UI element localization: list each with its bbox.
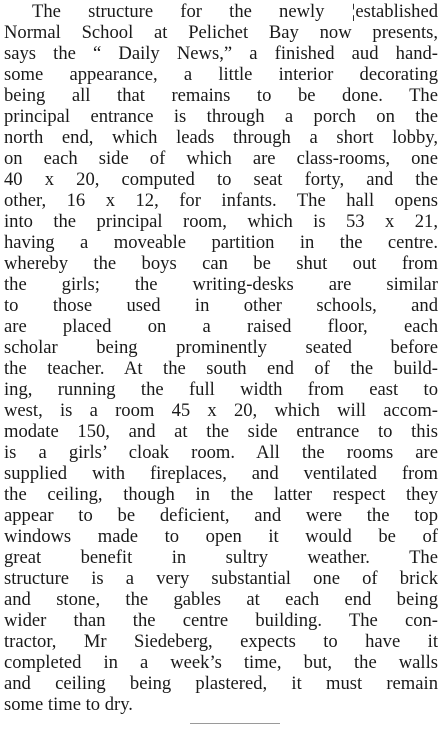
article-line: being all that remains to be done. The	[4, 85, 438, 106]
article-line: wider than the centre building. The con-	[4, 610, 438, 631]
article-line: having a moveable partition in the centre.	[4, 232, 438, 253]
article-line: principal entrance is through a porch on the	[4, 106, 438, 127]
article-line: 40 x 20, computed to seat forty, and the	[4, 169, 438, 190]
article-line: Normal School at Pelichet Bay now presents,	[4, 22, 438, 43]
section-divider	[190, 723, 280, 724]
article-line: scholar being prominently seated before	[4, 337, 438, 358]
article-line: ing, running the full width from east to	[4, 379, 438, 400]
article-line: west, is a room 45 x 20, which will accom-	[4, 400, 438, 421]
article-line: whereby the boys can be shut out from	[4, 253, 438, 274]
article-line: north end, which leads through a short lobby,	[4, 127, 438, 148]
article-line-final: some time to dry.	[4, 694, 133, 715]
article-line: tractor, Mr Siedeberg, expects to have it	[4, 631, 438, 652]
article-line: the teacher. At the south end of the build-	[4, 358, 438, 379]
article-line: is a girls’ cloak room. All the rooms are	[4, 442, 438, 463]
article-line: modate 150, and at the side entrance to this	[4, 421, 438, 442]
article-line: to those used in other schools, and	[4, 295, 438, 316]
article-line: and stone, the gables at each end being	[4, 589, 438, 610]
article-line: other, 16 x 12, for infants. The hall opens	[4, 190, 438, 211]
article-line: structure is a very substantial one of brick	[4, 568, 438, 589]
article-line: windows made to open it would be of	[4, 526, 438, 547]
article-line: great benefit in sultry weather. The	[4, 547, 438, 568]
article-line: says the “ Daily News,” a finished aud hand-	[4, 43, 438, 64]
article-line: on each side of which are class-rooms, one	[4, 148, 438, 169]
article-line: supplied with fireplaces, and ventilated from	[4, 463, 438, 484]
article-line: some appearance, a little interior decorating	[4, 64, 438, 85]
article-line: The structure for the newly ¦established	[32, 1, 438, 22]
article-line: the girls; the writing-desks are similar	[4, 274, 438, 295]
article-line: are placed on a raised floor, each	[4, 316, 438, 337]
article-line: and ceiling being plastered, it must remain	[4, 673, 438, 694]
article-line: into the principal room, which is 53 x 21,	[4, 211, 438, 232]
article-line: appear to be deficient, and were the top	[4, 505, 438, 526]
article-line: the ceiling, though in the latter respect they	[4, 484, 438, 505]
article-line: completed in a week’s time, but, the walls	[4, 652, 438, 673]
